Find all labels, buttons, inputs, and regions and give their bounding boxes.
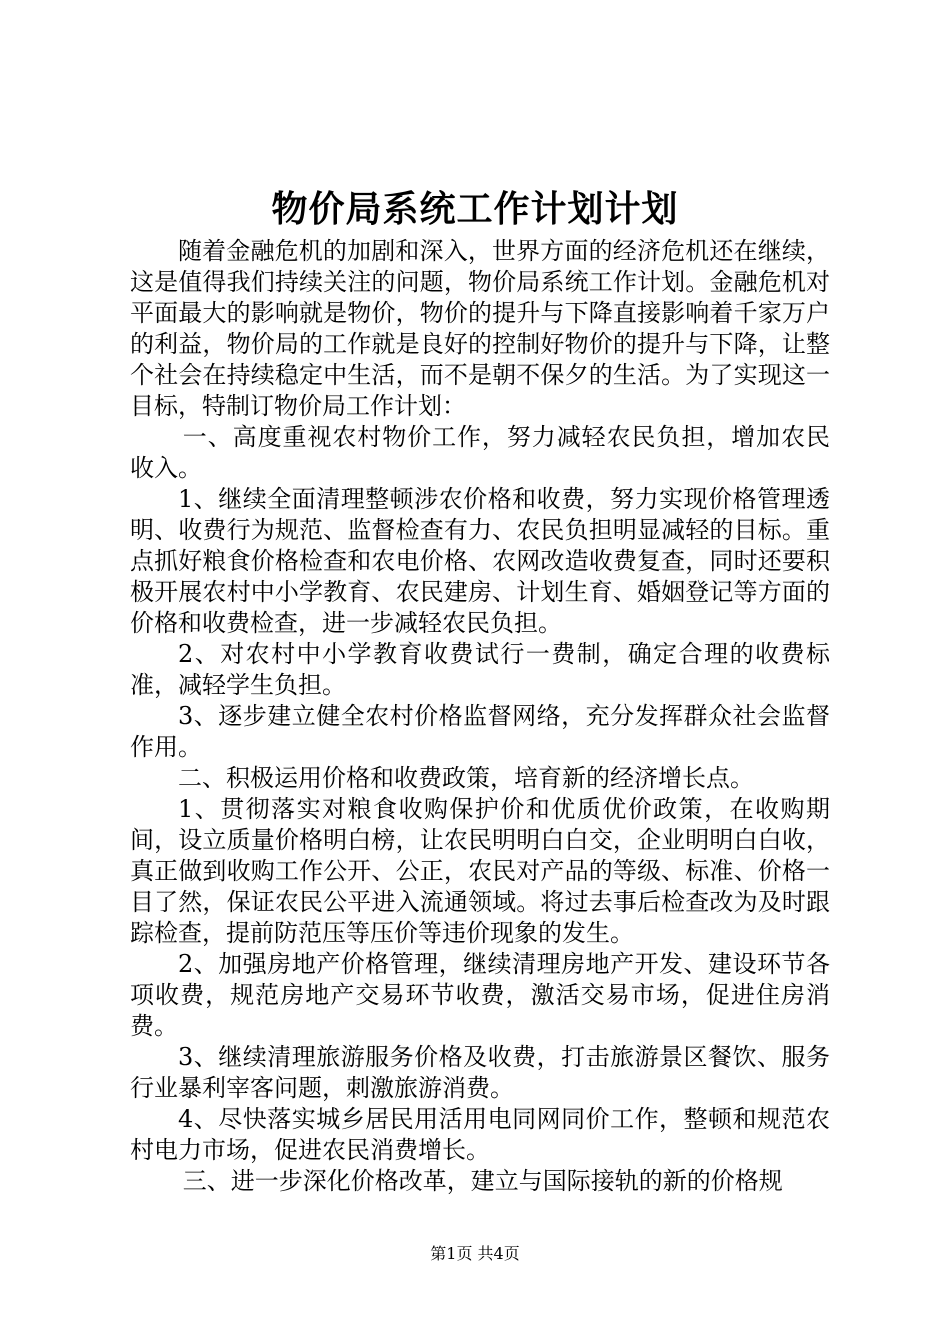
paragraph-intro: 随着金融危机的加剧和深入，世界方面的经济危机还在继续，这是值得我们持续关注的问题，物价局系统工作计划。金融危机对平面最大的影响就是物价，物价的提升与下降直接影响着千家万户的利益，物价局的工作就是良好的控制好物价的提升与下降，让整个社会在持续稳定中生活，而不是朝不保夕的生活。为了实现这一目标，特制订物价局工作计划： bbox=[130, 237, 830, 420]
document-title: 物价局系统工作计划计划 bbox=[271, 188, 679, 230]
paragraph-section-2-heading: 二、积极运用价格和收费政策，培育新的经济增长点。 bbox=[178, 764, 754, 792]
paragraph-section-1-item-3: 3、逐步建立健全农村价格监督网络，充分发挥群众社会监督作用。 bbox=[130, 702, 830, 761]
paragraph-section-1-item-2: 2、对农村中小学教育收费试行一费制，确定合理的收费标准，减轻学生负担。 bbox=[130, 640, 830, 699]
paragraph-section-1-heading: 一、高度重视农村物价工作，努力减轻农民负担，增加农民收入。 bbox=[130, 423, 830, 482]
paragraph-section-2-item-1: 1、贯彻落实对粮食收购保护价和优质优价政策，在收购期间，设立质量价格明白榜，让农民明明白白交，企业明明白白收，真正做到收购工作公开、公正，农民对产品的等级、标准、价格一目了然，保证农民公平进入流通领域。将过去事后检查改为及时跟踪检查，提前防范压等压价等违价现象的发生。 bbox=[130, 795, 830, 947]
document-body bbox=[130, 236, 830, 1197]
paragraph-section-2-item-4: 4、尽快落实城乡居民用活用电同网同价工作，整顿和规范农村电力市场，促进农民消费增长。 bbox=[130, 1105, 830, 1164]
paragraph-section-1-item-1: 1、继续全面清理整顿涉农价格和收费，努力实现价格管理透明、收费行为规范、监督检查有力、农民负担明显减轻的目标。重点抓好粮食价格检查和农电价格、农网改造收费复查，同时还要积极开展农村中小学教育、农民建房、计划生育、婚姻登记等方面的价格和收费检查，进一步减轻农民负担。 bbox=[130, 485, 830, 637]
page-footer: 第1页 共4页 bbox=[430, 1244, 520, 1263]
paragraph-section-3-heading: 三、进一步深化价格改革，建立与国际接轨的新的价格规 bbox=[182, 1167, 783, 1195]
paragraph-section-2-item-2: 2、加强房地产价格管理，继续清理房地产开发、建设环节各项收费，规范房地产交易环节收费，激活交易市场，促进住房消费。 bbox=[130, 950, 830, 1040]
paragraph-section-2-item-3: 3、继续清理旅游服务价格及收费，打击旅游景区餐饮、服务行业暴利宰客问题，刺激旅游消费。 bbox=[130, 1043, 830, 1102]
